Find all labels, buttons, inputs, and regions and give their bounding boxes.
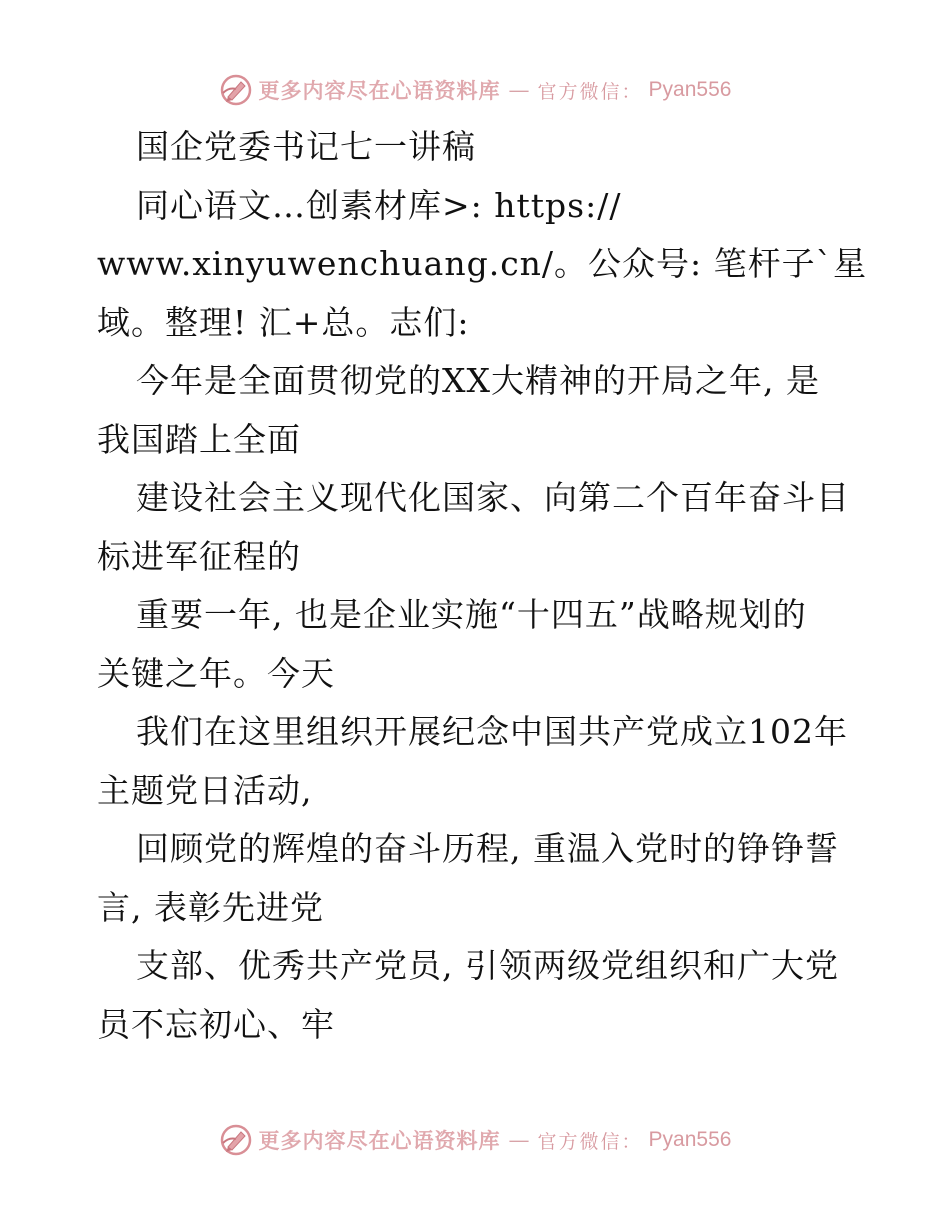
watermark-wechat-id: Pyan556 xyxy=(648,1128,732,1151)
document-body xyxy=(97,118,868,1054)
watermark-wechat-id: Pyan556 xyxy=(648,78,732,101)
text-line: 建设社会主义现代化国家、向第二个百年奋斗目 xyxy=(136,478,850,517)
text-line: www.xinyuwenchuang.cn/。公众号: 笔杆子`星 xyxy=(97,244,868,283)
text-line: 我们在这里组织开展纪念中国共产党成立102年 xyxy=(136,712,848,751)
text-line: 标进军征程的 xyxy=(97,536,301,576)
watermark-separator: — xyxy=(508,78,530,102)
watermark-sub-text: 官方微信： xyxy=(537,80,643,103)
text-line: 言, 表彰先进党 xyxy=(97,887,324,927)
document-title: 国企党委书记七一讲稿 xyxy=(136,127,476,166)
text-line: 域。整理! 汇+总。志们: xyxy=(97,302,470,342)
text-line: 支部、优秀共产党员, 引领两级党组织和广大党 xyxy=(136,946,839,985)
text-line: 同心语文…创素材库>: https:// xyxy=(136,185,622,225)
text-line: 关键之年。今天 xyxy=(97,653,335,693)
text-line: 员不忘初心、牢 xyxy=(97,1004,335,1044)
pen-logo-icon xyxy=(219,1123,253,1157)
footer-watermark-banner xyxy=(0,1120,950,1160)
watermark-separator: — xyxy=(508,1128,530,1152)
text-line: 我国踏上全面 xyxy=(97,419,301,459)
text-line: 今年是全面贯彻党的XX大精神的开局之年, 是 xyxy=(136,361,820,400)
watermark-main-text: 更多内容尽在心语资料库 xyxy=(258,78,501,103)
text-line: 重要一年, 也是企业实施“十四五”战略规划的 xyxy=(136,595,807,634)
header-watermark-banner xyxy=(0,70,950,110)
text-line: 回顾党的辉煌的奋斗历程, 重温入党时的铮铮誓 xyxy=(136,829,839,868)
text-line: 主题党日活动, xyxy=(97,770,313,810)
watermark-main-text: 更多内容尽在心语资料库 xyxy=(258,1128,501,1153)
pen-logo-icon xyxy=(219,73,253,107)
watermark-sub-text: 官方微信： xyxy=(537,1130,643,1153)
